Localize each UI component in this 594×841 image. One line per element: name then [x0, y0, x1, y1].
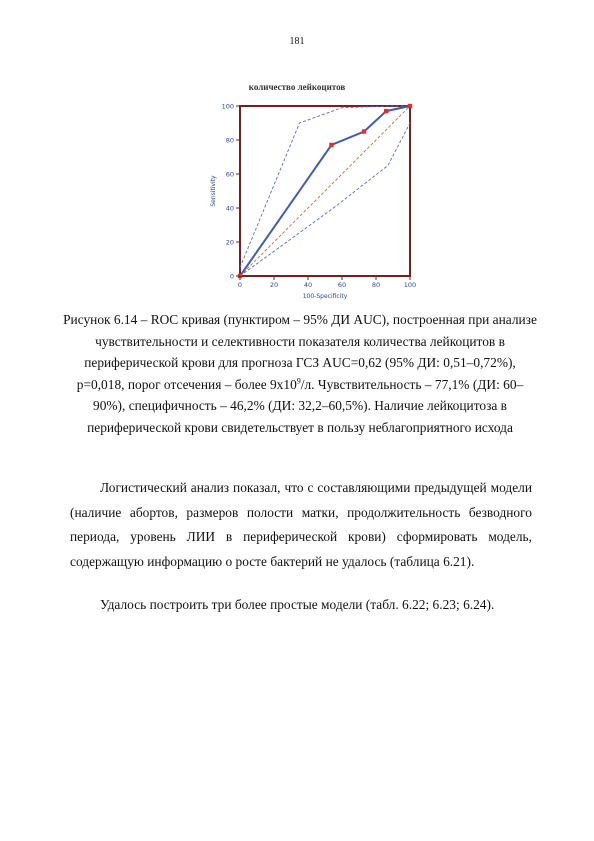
body-paragraph: Удалось построить три более простые модели (табл. 6.22; 6.23; 6.24). — [100, 597, 495, 612]
y-tick-label: 40 — [225, 204, 234, 213]
x-tick-label: 0 — [237, 281, 243, 289]
roc-point — [329, 143, 333, 147]
caption-line: Рисунок 6.14 – ROC кривая (пунктиром – 95% ДИ AUC), построенная при анализе — [63, 312, 537, 327]
caption-superscript: 9 — [296, 376, 301, 386]
reference-diagonal-line — [240, 106, 410, 276]
y-axis-label: Sensitivity — [210, 175, 217, 207]
y-tick-label: 80 — [225, 136, 234, 145]
x-tick-label: 40 — [303, 281, 313, 289]
x-axis-label: 100-Specificity — [302, 293, 348, 300]
caption-line: периферической крови свидетельствует в пользу неблагоприятного исхода — [87, 419, 513, 435]
y-tick-label: 100 — [221, 102, 234, 111]
roc-point — [384, 109, 388, 113]
caption-line: чувствительности и селективности показателя количества лейкоцитов в — [95, 333, 505, 349]
figure-caption — [62, 309, 538, 438]
caption-line: периферической крови для прогноза ГСЗ AUC=0,62 (95% ДИ: 0,51–0,72%), — [84, 355, 516, 370]
caption-text: p=0,018, порог отсечения – более 9x10 — [76, 376, 297, 392]
roc-point — [408, 104, 412, 108]
upper-95ci-line — [240, 106, 410, 268]
reference-diagonal-layer — [240, 106, 410, 276]
x-tick-label: 80 — [371, 281, 381, 289]
caption-text: /л. Чувствительность – 77,1% (ДИ: 60– — [300, 376, 524, 392]
lower-95ci-line — [240, 123, 410, 276]
caption-line — [62, 374, 538, 396]
y-tick-label: 20 — [225, 238, 234, 247]
chart-title: количество лейкоцитов — [248, 82, 346, 92]
x-tick-label: 20 — [269, 281, 279, 289]
caption-line: 90%), специфичность – 46,2% (ДИ: 32,2–60,5%). Наличие лейкоцитоза в — [93, 398, 507, 413]
body-paragraph: Логистический анализ показал, что с составляющими предыдущей модели (наличие абортов, размеров полости матки, продолжительность безводного периода, уровень ЛИИ в периферической крови) сформировать модель, содержащую информацию о росте бактерий не удалось (таблица 6.21). — [70, 480, 532, 569]
x-tick-label: 100 — [403, 281, 417, 289]
roc-point — [362, 129, 366, 133]
y-tick-label: 60 — [225, 170, 234, 179]
roc-chart — [200, 98, 420, 303]
x-tick-label: 60 — [337, 281, 347, 289]
page-number: 181 — [289, 36, 305, 47]
y-tick-label: 0 — [229, 272, 234, 281]
